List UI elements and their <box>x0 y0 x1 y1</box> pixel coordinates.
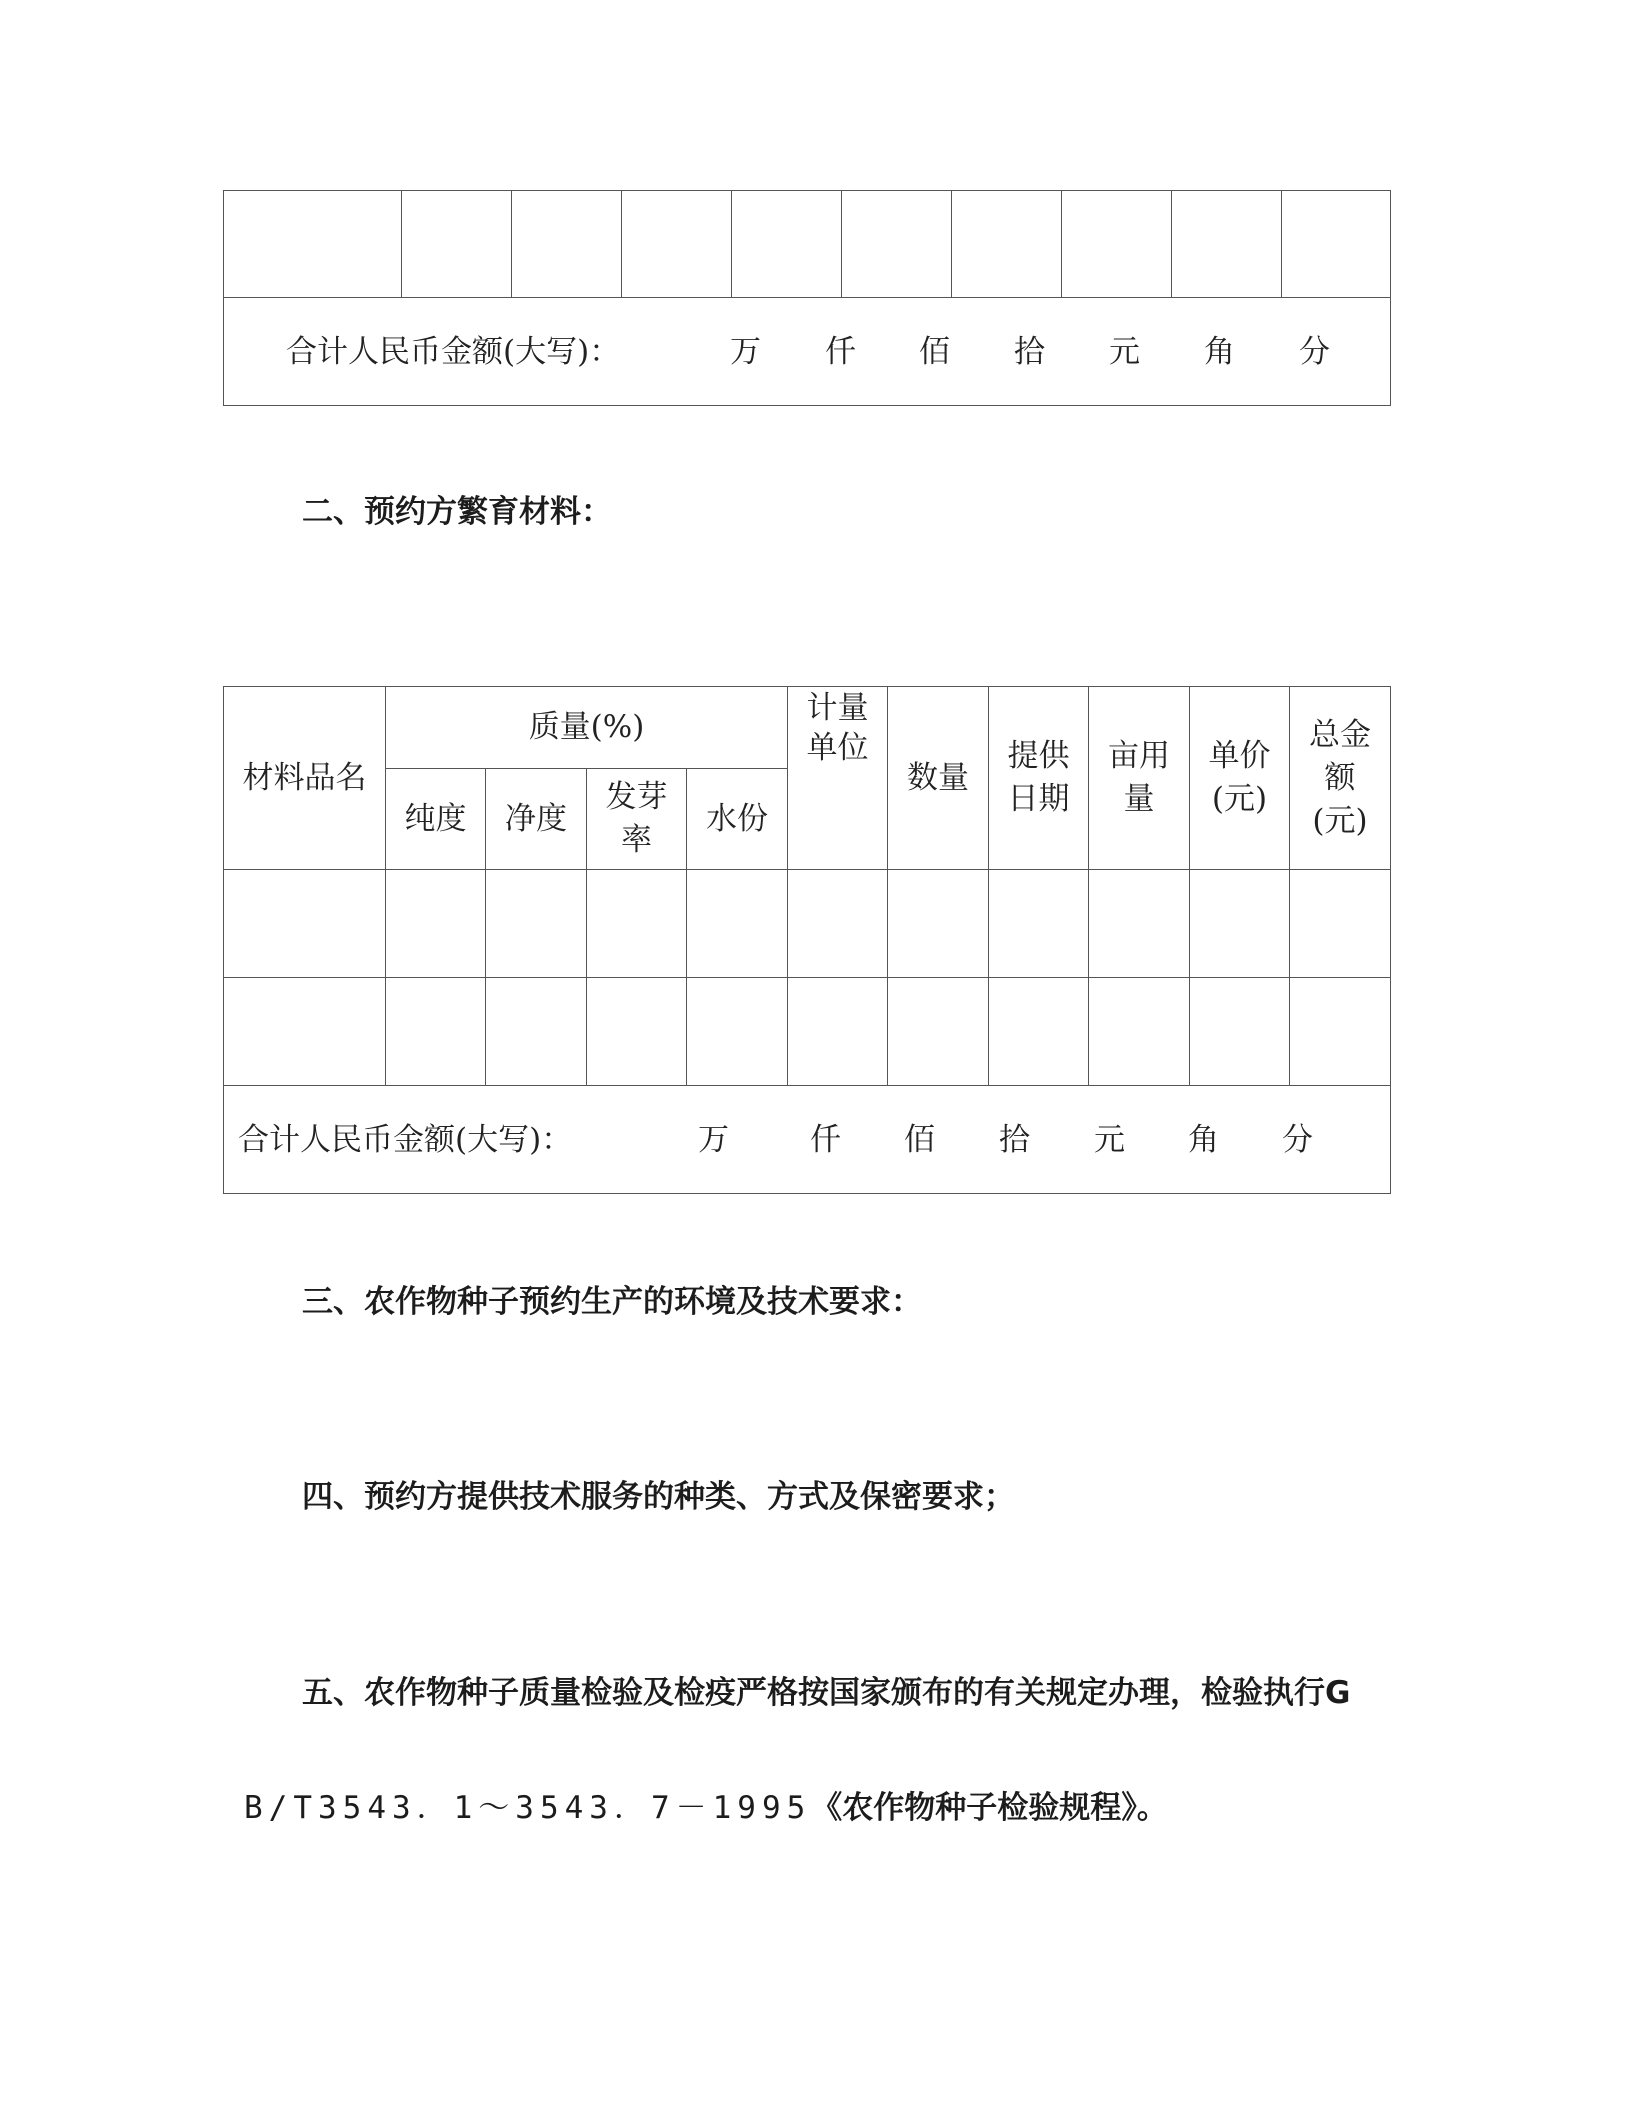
table-cell <box>224 870 386 978</box>
table-cell <box>512 191 622 298</box>
table-cell <box>224 191 402 298</box>
col-header-germination: 发芽率 <box>587 769 687 870</box>
table-cell <box>687 870 788 978</box>
table-cell <box>386 978 486 1086</box>
table-row <box>224 191 1391 298</box>
section-4-heading: 四、预约方提供技术服务的种类、方式及保密要求； <box>302 1479 1015 1515</box>
table-cell <box>687 978 788 1086</box>
table-cell <box>1282 191 1391 298</box>
amount-table-1 <box>223 190 1391 406</box>
table-header-row <box>224 687 1391 769</box>
unit-wan: 万 <box>730 334 761 370</box>
col-header-per-mu: 亩用量 <box>1089 687 1190 870</box>
table-cell <box>587 978 687 1086</box>
unit-fen: 分 <box>1282 1122 1313 1158</box>
total-amount-cell <box>224 298 1391 406</box>
unit-yuan: 元 <box>1109 334 1140 370</box>
table-row <box>224 870 1391 978</box>
unit-jiao: 角 <box>1204 334 1235 370</box>
table-cell <box>1062 191 1172 298</box>
unit-yuan: 元 <box>1094 1122 1125 1158</box>
table-cell <box>732 191 842 298</box>
table-cell <box>486 978 587 1086</box>
standard-title: 《农作物种子检验规程》。 <box>811 1790 1168 1826</box>
table-cell <box>622 191 732 298</box>
col-header-cleanliness: 净度 <box>486 769 587 870</box>
unit-shi: 拾 <box>999 1122 1030 1158</box>
table-cell <box>788 978 888 1086</box>
col-header-unit: 计量单位 <box>788 687 888 870</box>
table-cell <box>989 978 1089 1086</box>
materials-table <box>223 686 1391 1194</box>
table-cell <box>1190 978 1290 1086</box>
total-amount-label: 合计人民币金额(大写)： <box>238 1122 573 1158</box>
total-amount-row <box>224 1086 1391 1194</box>
unit-qian: 仟 <box>825 334 856 370</box>
table-cell <box>1089 870 1190 978</box>
section-3-heading: 三、农作物种子预约生产的环境及技术要求： <box>302 1284 922 1320</box>
table-cell <box>888 870 989 978</box>
unit-wan: 万 <box>698 1122 729 1158</box>
table-cell <box>952 191 1062 298</box>
col-header-unit-price: 单价(元) <box>1190 687 1290 870</box>
total-amount-row <box>224 298 1391 406</box>
col-header-purity: 纯度 <box>386 769 486 870</box>
section-2-heading: 二、预约方繁育材料： <box>302 494 612 530</box>
table-cell <box>989 870 1089 978</box>
table-cell <box>1172 191 1282 298</box>
section-5-line-2 <box>244 1788 1168 1828</box>
table-cell <box>224 978 386 1086</box>
table-cell <box>1190 870 1290 978</box>
section-5-line-1: 五、农作物种子质量检验及检疫严格按国家颁布的有关规定办理，检验执行G <box>302 1675 1351 1711</box>
standard-code: B/T3543．1～3543．7－1995 <box>244 1790 812 1826</box>
table-cell <box>788 870 888 978</box>
table-cell <box>587 870 687 978</box>
col-header-quality: 质量(%) <box>386 687 788 769</box>
table-cell <box>1290 870 1391 978</box>
unit-fen: 分 <box>1299 334 1330 370</box>
table-cell <box>1089 978 1190 1086</box>
col-header-supply-date: 提供日期 <box>989 687 1089 870</box>
table-cell <box>842 191 952 298</box>
unit-bai: 佰 <box>919 334 950 370</box>
col-header-material-name: 材料品名 <box>224 687 386 870</box>
table-cell <box>486 870 587 978</box>
unit-bai: 佰 <box>904 1122 935 1158</box>
unit-jiao: 角 <box>1188 1122 1219 1158</box>
unit-qian: 仟 <box>810 1122 841 1158</box>
table-cell <box>1290 978 1391 1086</box>
table-cell <box>386 870 486 978</box>
total-amount-label: 合计人民币金额(大写)： <box>286 334 621 370</box>
total-amount-cell <box>224 1086 1391 1194</box>
table-cell <box>402 191 512 298</box>
table-cell <box>888 978 989 1086</box>
col-header-total: 总金额(元) <box>1290 687 1391 870</box>
col-header-quantity: 数量 <box>888 687 989 870</box>
table-row <box>224 978 1391 1086</box>
unit-shi: 拾 <box>1014 334 1045 370</box>
col-header-moisture: 水份 <box>687 769 788 870</box>
